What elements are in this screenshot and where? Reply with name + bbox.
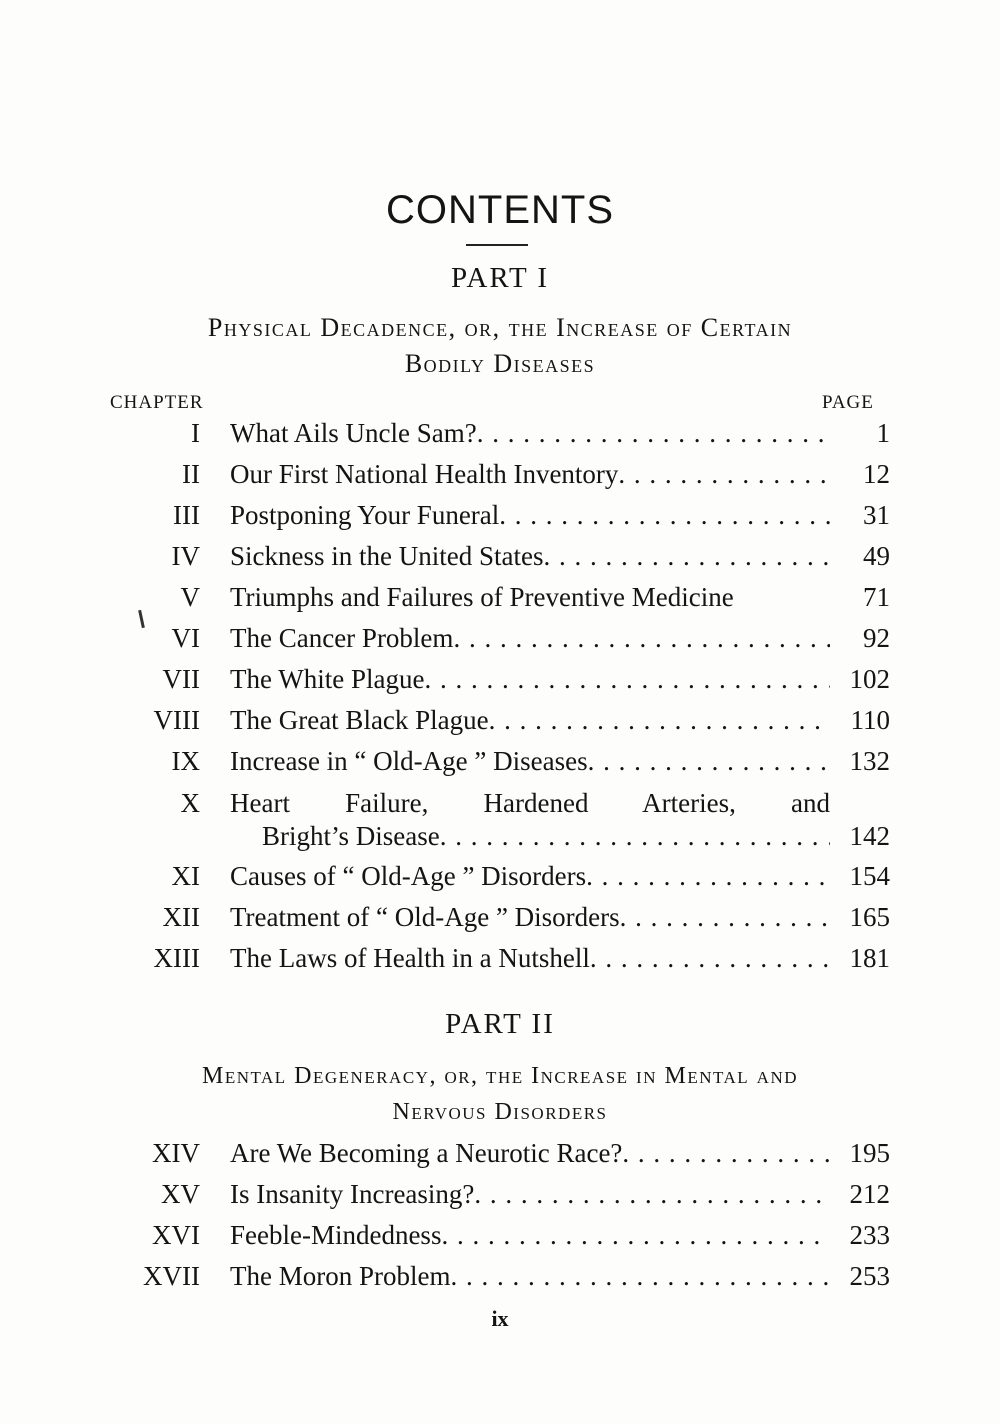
chapter-title[interactable]: Is Insanity Increasing? [230,1179,475,1209]
dot-leader [424,664,830,695]
toc-entry[interactable] [0,541,1000,581]
chapter-title-line1[interactable] [230,788,830,819]
chapter-number: X [180,788,200,818]
toc-entry[interactable] [0,623,1000,663]
toc-entry[interactable] [0,1220,1000,1260]
toc-entry[interactable] [0,746,1000,786]
chapter-number: VI [171,623,200,653]
dot-leader [440,821,830,852]
toc-entry[interactable] [0,1261,1000,1301]
part-2-subtitle-line2: Nervous Disorders [392,1099,608,1125]
dot-leader [543,541,830,572]
folio-page-number: ix [491,1306,509,1331]
toc-entry[interactable] [0,1179,1000,1219]
chapter-number: II [182,459,200,489]
chapter-number: V [180,582,200,612]
dot-leader [590,943,830,974]
chapter-number: IX [171,746,200,776]
chapter-number: XII [162,902,200,932]
dot-leader [477,418,830,449]
toc-entry[interactable] [0,861,1000,901]
dot-leader [450,1261,830,1292]
chapter-number: XIV [152,1138,200,1168]
chapter-title[interactable]: Our First National Health Inventory [230,459,619,489]
toc-entry[interactable] [0,788,1000,860]
dot-leader [489,705,830,736]
page-number: 31 [863,500,890,530]
dot-leader [474,1179,830,1210]
part-1-heading: PART I [450,262,550,294]
chapter-title-line1-text: Heart Failure, Hardened Arteries, and [230,788,830,818]
chapter-title[interactable]: Sickness in the United States [230,541,544,571]
chapter-column-label: CHAPTER [110,392,204,413]
page-title: CONTENTS [386,188,614,232]
dot-leader [620,902,830,933]
page-number: 49 [863,541,890,571]
dot-leader [586,861,830,892]
page-number: 102 [849,664,890,694]
chapter-title[interactable]: The Moron Problem [230,1261,451,1291]
page-number: 233 [849,1220,890,1250]
chapter-title[interactable]: Postponing Your Funeral [230,500,500,530]
part-2-subtitle-line1: Mental Degeneracy, or, the Increase in Mental and [201,1063,799,1089]
page-column-label: PAGE [822,392,874,413]
page-number: 110 [850,705,890,735]
page-number: 181 [849,943,890,973]
chapter-title[interactable]: Triumphs and Failures of Preventive Medicine [230,582,734,612]
chapter-title[interactable]: The Great Black Plague [230,705,489,735]
part-1-subtitle-line1: Physical Decadence, or, the Increase of Certain [207,313,793,342]
toc-entry[interactable] [0,664,1000,704]
toc-entry[interactable] [0,418,1000,458]
page-number: 212 [849,1179,890,1209]
title-rule [466,244,528,246]
chapter-number: XI [171,861,200,891]
part-1-subtitle-line2: Bodily Diseases [404,349,596,378]
toc-entry[interactable] [0,459,1000,499]
dot-leader [499,500,830,531]
chapter-title[interactable]: Causes of “ Old-Age ” Disorders [230,861,587,891]
chapter-number: I [191,418,200,448]
page-number: 71 [863,582,890,612]
chapter-number: III [173,500,200,530]
chapter-title[interactable]: Are We Becoming a Neurotic Race? [230,1138,623,1168]
dot-leader [453,623,830,654]
chapter-title-line2[interactable]: Bright’s Disease [262,821,440,851]
chapter-title[interactable]: Feeble-Mindedness [230,1220,442,1250]
part-2-heading: PART II [445,1008,555,1040]
page-number: 132 [849,746,890,776]
chapter-title[interactable]: What Ails Uncle Sam? [230,418,477,448]
dot-leader [588,746,830,777]
dot-leader [441,1220,830,1251]
page-number: 142 [849,821,890,851]
page-number: 195 [849,1138,890,1168]
toc-entry[interactable] [0,943,1000,983]
toc-entry[interactable] [0,705,1000,745]
toc-entry[interactable] [0,902,1000,942]
toc-entry[interactable] [0,500,1000,540]
chapter-title[interactable]: Increase in “ Old-Age ” Diseases [230,746,588,776]
page-number: 154 [849,861,890,891]
chapter-title[interactable]: The Cancer Problem [230,623,454,653]
page-number: 12 [863,459,890,489]
chapter-title[interactable]: The Laws of Health in a Nutshell [230,943,590,973]
chapter-number: XV [161,1179,200,1209]
chapter-title[interactable]: The White Plague [230,664,425,694]
dot-leader [622,1138,830,1169]
chapter-number: VII [162,664,200,694]
chapter-number: XIII [153,943,200,973]
toc-entry[interactable] [0,582,1000,622]
chapter-number: XVI [152,1220,200,1250]
chapter-number: XVII [143,1261,200,1291]
page-number: 92 [863,623,890,653]
chapter-title[interactable]: Treatment of “ Old-Age ” Disorders [230,902,620,932]
dot-leader [618,459,830,490]
chapter-number: IV [171,541,200,571]
page-number: 253 [849,1261,890,1291]
page-number: 165 [849,902,890,932]
toc-entry[interactable] [0,1138,1000,1178]
chapter-number: VIII [153,705,200,735]
part-1-subtitle [80,310,920,382]
part-2-subtitle [110,1058,890,1130]
page-number: 1 [876,418,890,448]
